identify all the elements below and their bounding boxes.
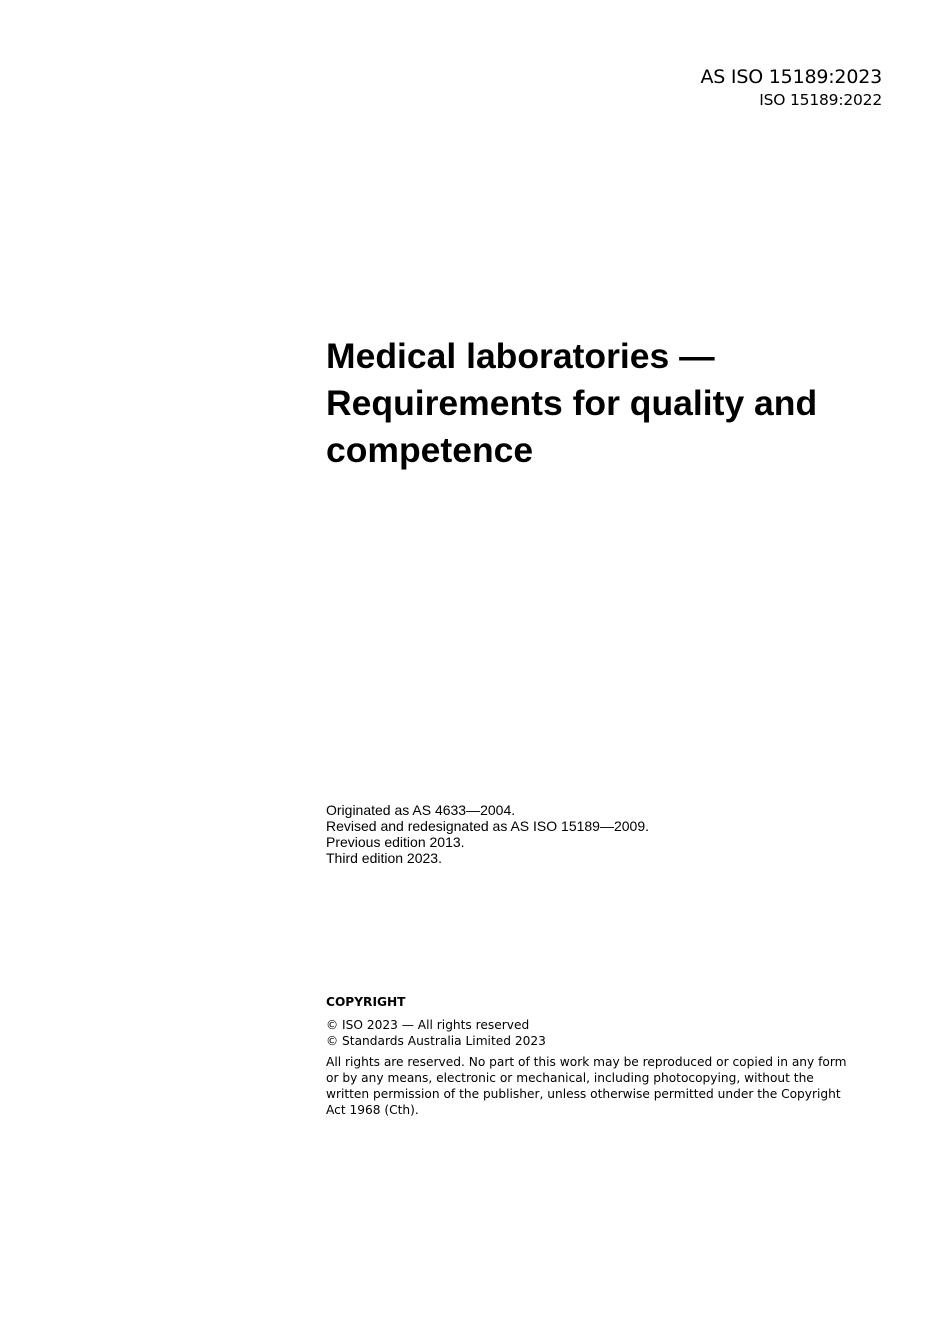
history-line: Originated as AS 4633—2004. (326, 802, 516, 818)
title-line: Medical laboratories — (326, 336, 715, 376)
history-line: Revised and redesignated as AS ISO 15189—2009. (326, 818, 649, 834)
copyright-holder: © ISO 2023 — All rights reserved (326, 1018, 530, 1032)
copyright-heading: COPYRIGHT (326, 995, 406, 1009)
history-line: Previous edition 2013. (326, 834, 465, 850)
copyright-block (326, 994, 856, 1118)
copyright-holder: © Standards Australia Limited 2023 (326, 1034, 546, 1048)
iso-number: ISO 15189:2022 (759, 91, 882, 109)
copyright-notice: All rights are reserved. No part of this work may be reproduced or copied in any form or by any means, electronic or mechanical, including photocopying, without the written permission of the publisher, unless otherwise permitted under the Copyright Act 1968 (Cth). (326, 1055, 847, 1117)
standard-number: AS ISO 15189:2023 (700, 66, 882, 88)
document-title (326, 333, 906, 474)
edition-history (326, 802, 649, 866)
title-line: competence (326, 430, 534, 470)
title-line: Requirements for quality and (326, 383, 818, 423)
history-line: Third edition 2023. (326, 850, 442, 866)
standard-identifiers (700, 64, 882, 110)
